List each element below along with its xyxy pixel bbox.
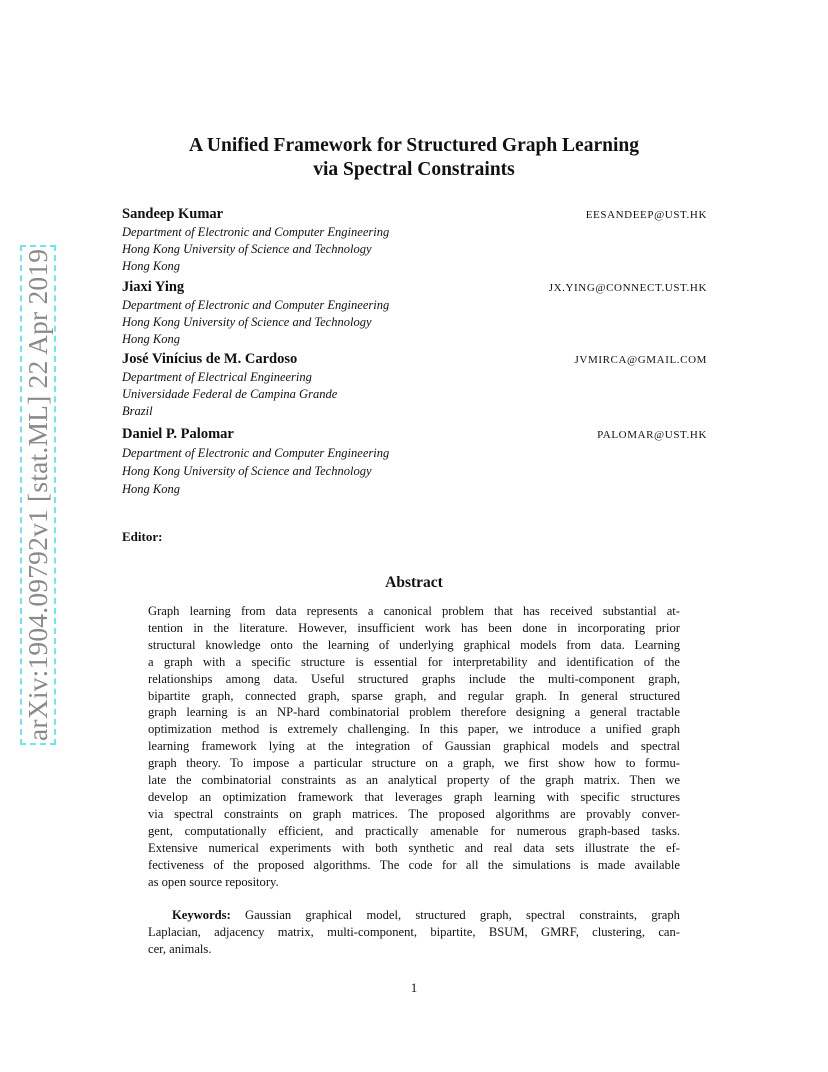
author-affiliation-line: Hong Kong University of Science and Technology [122, 464, 372, 478]
abstract-line: learning framework lying at the integration of Gaussian graphical models and spectral [148, 739, 680, 754]
abstract-line: graph learning is an NP-hard combinatorial problem therefore designing a general tractable [148, 705, 680, 720]
abstract-line: fectiveness of the proposed algorithms. The code for all the simulations is made available [148, 857, 680, 872]
keywords-text: Gaussian graphical model, structured graph, spectral constraints, graph [245, 908, 680, 922]
author-affiliation-line: Brazil [122, 403, 153, 418]
abstract-line: structural knowledge onto the learning of underlying graphical models from data. Learning [148, 637, 680, 652]
author-block-3 [122, 351, 707, 419]
abstract-line: bipartite graph, connected graph, sparse graph, and regular graph. In general structured [148, 688, 680, 703]
abstract-line: develop an optimization framework that leverages graph learning with specific structures [148, 789, 680, 804]
abstract-line: tention in the literature. However, insufficient work has been done in incorporating prior [148, 620, 680, 635]
keywords-label: Keywords: [172, 908, 231, 922]
author-block-1 [122, 206, 707, 274]
author-name: Sandeep Kumar [122, 206, 224, 222]
author-email[interactable]: EESANDEEP@UST.HK [585, 209, 707, 221]
keywords-line-3: cer, animals. [148, 941, 212, 956]
author-block-4 [122, 426, 707, 498]
author-affiliation-line: Universidade Federal de Campina Grande [122, 386, 338, 401]
author-affiliation-line: Department of Electrical Engineering [122, 370, 312, 384]
abstract-line: gent, computationally efficient, and practically amenable for numerous graph-based tasks. [148, 823, 680, 838]
author-name: Daniel P. Palomar [122, 426, 234, 442]
abstract-line: optimization method is extremely challenging. In this paper, we introduce a unified graph [148, 722, 680, 737]
abstract-line: as open source repository. [148, 874, 279, 889]
abstract-line: Extensive numerical experiments with both synthetic and real data sets illustrate the ef- [148, 840, 680, 855]
author-affiliation-line: Department of Electronic and Computer Engineering [122, 446, 390, 460]
keywords-line-1 [148, 907, 680, 924]
arxiv-identifier-stamp: arXiv:1904.09792v1 [stat.ML] 22 Apr 2019 [20, 245, 56, 745]
author-affiliation-line: Department of Electronic and Computer Engineering [122, 298, 390, 312]
paper-title-line-2: via Spectral Constraints [313, 159, 515, 180]
paper-title [0, 134, 828, 182]
author-affiliation-line: Hong Kong [122, 331, 180, 346]
author-block-2 [122, 279, 707, 347]
author-email[interactable]: PALOMAR@UST.HK [597, 429, 707, 441]
abstract-line: relationships among data. Useful structured graphs include the multi-component graph, [148, 671, 680, 686]
abstract-line: Graph learning from data represents a canonical problem that has received substantial at- [148, 604, 680, 618]
paper-title-line-1: A Unified Framework for Structured Graph Learning [189, 135, 639, 156]
keywords-block [148, 907, 680, 958]
keywords-line-2: Laplacian, adjacency matrix, multi-component, bipartite, BSUM, GMRF, clustering, can- [148, 924, 680, 939]
editor-label: Editor: [122, 529, 163, 544]
abstract-line: a graph with a specific structure is essential for interpretability and identification of the [148, 654, 680, 669]
abstract-line: late the combinatorial constraints as an analytical property of the graph matrix. Then we [148, 773, 680, 788]
author-name: José Vinícius de M. Cardoso [122, 351, 298, 367]
abstract-line: via spectral constraints on graph matrices. The proposed algorithms are provably conver- [148, 806, 680, 821]
author-email[interactable]: JX.YING@CONNECT.UST.HK [548, 282, 707, 294]
abstract-heading: Abstract [385, 574, 443, 591]
abstract-body [148, 603, 680, 890]
author-affiliation-line: Hong Kong University of Science and Technology [122, 241, 372, 256]
author-affiliation-line: Hong Kong [122, 258, 180, 273]
author-affiliation-line: Hong Kong University of Science and Technology [122, 314, 372, 329]
page-number: 1 [410, 980, 418, 995]
abstract-line: graph theory. To impose a particular structure on a graph, we first show how to formu- [148, 756, 680, 771]
author-name: Jiaxi Ying [122, 279, 185, 295]
author-email[interactable]: JVMIRCA@GMAIL.COM [574, 354, 707, 366]
author-affiliation-line: Department of Electronic and Computer Engineering [122, 225, 390, 239]
author-affiliation-line: Hong Kong [122, 482, 180, 496]
